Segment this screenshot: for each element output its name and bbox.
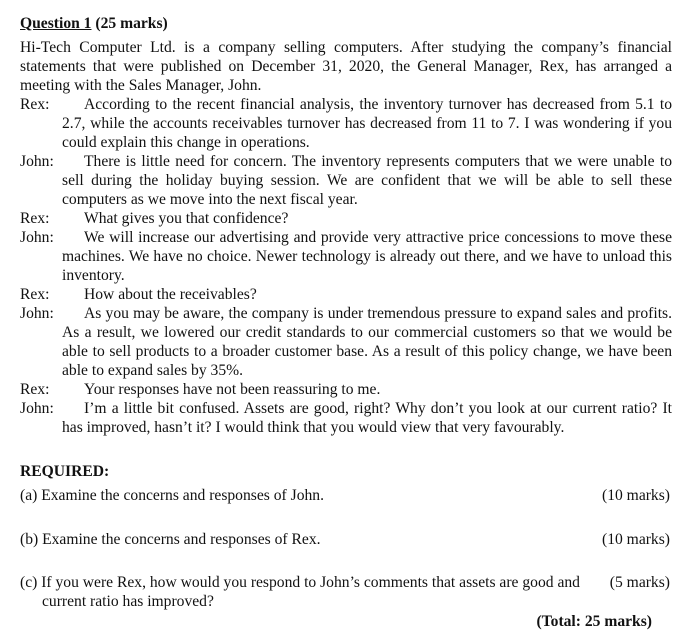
dialogue-turn	[20, 95, 672, 152]
speaker-label: Rex:	[20, 210, 50, 227]
dialogue-text: According to the recent financial analysis, the inventory turnover has decreased from 5.1 to 2.7, while the accounts receivables turnover has decreased from 11 to 7. I was wondering if you could explain this change in operations.	[62, 96, 672, 151]
required-question: (b) Examine the concerns and responses of Rex.	[20, 531, 321, 548]
dialogue-text: How about the receivables?	[84, 286, 257, 303]
speaker-label: John:	[20, 229, 54, 246]
intro-paragraph: Hi-Tech Computer Ltd. is a company selling computers. After studying the company’s financial statements that were published on December 31, 2020, the General Manager, Rex, has arranged a meeting with the Sales Manager, John.	[20, 39, 672, 94]
required-marks: (5 marks)	[609, 574, 670, 591]
speaker-label: John:	[20, 153, 54, 170]
total-marks: (Total: 25 marks)	[536, 613, 652, 630]
required-heading: REQUIRED:	[20, 463, 110, 480]
dialogue-turn	[20, 228, 672, 285]
dialogue	[20, 95, 672, 437]
required-question: (c) If you were Rex, how would you respond to John’s comments that assets are good and current ratio has improved?	[20, 574, 580, 610]
speaker-label: John:	[20, 305, 54, 322]
dialogue-text: As you may be aware, the company is under tremendous pressure to expand sales and profits. As a result, we lowered our credit standards to our commercial customers so that we would be able to sell products to a broader customer base. As a result of this policy change, we have been able to expand sales by 35%.	[62, 305, 672, 379]
dialogue-text: We will increase our advertising and provide very attractive price concessions to move these machines. We have no choice. Newer technology is already out there, and we have to unload this inventory.	[62, 229, 672, 284]
dialogue-text: I’m a little bit confused. Assets are good, right? Why don’t you look at our current ratio? It has improved, hasn’t it? I would think that you would view that very favourably.	[62, 400, 672, 436]
dialogue-turn	[20, 399, 672, 437]
required-question: (a) Examine the concerns and responses of John.	[20, 487, 324, 504]
required-item-b	[20, 530, 672, 549]
speaker-label: Rex:	[20, 286, 50, 303]
dialogue-text: There is little need for concern. The inventory represents computers that we were unable to sell during the holiday buying session. We are confident that we will be able to sell these computers as we move into the next fiscal year.	[62, 153, 672, 208]
speaker-label: Rex:	[20, 381, 50, 398]
question-title	[20, 14, 168, 33]
dialogue-turn	[20, 209, 672, 228]
question-marks: (25 marks)	[95, 15, 168, 32]
required-marks: (10 marks)	[602, 531, 670, 548]
dialogue-text: Your responses have not been reassuring to me.	[84, 381, 381, 398]
speaker-label: John:	[20, 400, 54, 417]
dialogue-turn	[20, 152, 672, 209]
dialogue-turn	[20, 285, 672, 304]
speaker-label: Rex:	[20, 96, 50, 113]
dialogue-turn	[20, 380, 672, 399]
dialogue-text: What gives you that confidence?	[84, 210, 289, 227]
required-marks: (10 marks)	[602, 487, 670, 504]
required-item-c	[20, 573, 672, 611]
question-number: Question 1	[20, 15, 92, 32]
dialogue-turn	[20, 304, 672, 380]
required-item-a	[20, 486, 672, 505]
